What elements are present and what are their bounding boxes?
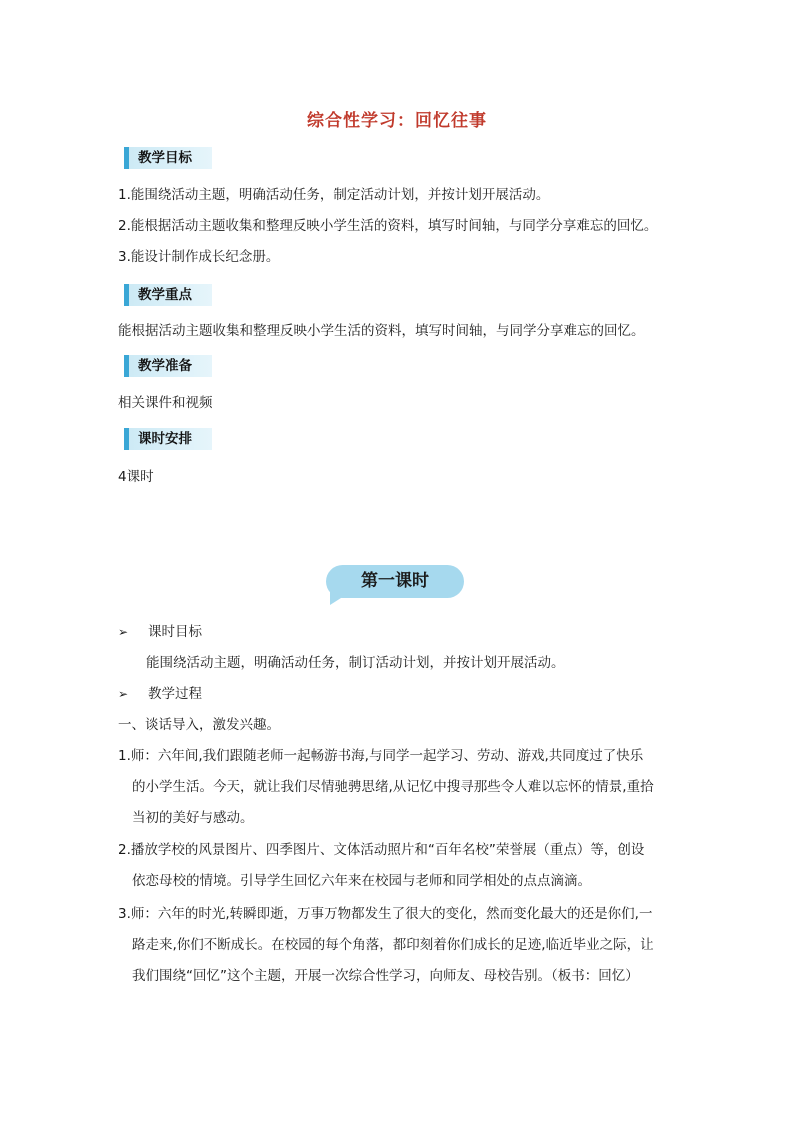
page-title: 综合性学习：回忆往事 — [307, 111, 487, 131]
key-points-text: 能根据活动主题收集和整理反映小学生活的资料，填写时间轴，与同学分享难忘的回忆。 — [118, 323, 645, 339]
preparation-text: 相关课件和视频 — [118, 395, 213, 411]
lesson-process-label: 教学过程 — [148, 686, 202, 702]
paragraph-3-line-1: 3.师：六年的时光,转瞬即逝，万事万物都发生了很大的变化，然而变化最大的还是你们,一 — [118, 906, 653, 922]
section-heading-key-points: 教学重点 — [124, 284, 212, 306]
paragraph-3-line-3: 我们围绕“回忆”这个主题，开展一次综合性学习，向师友、母校告别。（板书：回忆） — [132, 968, 639, 984]
paragraph-1-line-1: 1.师：六年间,我们跟随老师一起畅游书海,与同学一起学习、劳动、游戏,共同度过了快乐 — [118, 748, 644, 764]
arrow-bullet-icon: ➢ — [118, 625, 129, 639]
lesson-badge-label: 第一课时 — [326, 565, 464, 598]
section-heading-goals: 教学目标 — [124, 147, 212, 169]
paragraph-1-line-2: 的小学生活。今天，就让我们尽情驰骋思绪,从记忆中搜寻那些令人难以忘怀的情景,重拾 — [132, 779, 654, 795]
section-heading-preparation: 教学准备 — [124, 355, 212, 377]
goal-item-2: 2.能根据活动主题收集和整理反映小学生活的资料，填写时间轴，与同学分享难忘的回忆。 — [118, 218, 658, 234]
lesson-goal-text: 能围绕活动主题，明确活动任务，制订活动计划，并按计划开展活动。 — [146, 655, 565, 671]
step-heading: 一、谈话导入，激发兴趣。 — [118, 717, 280, 733]
arrow-bullet-icon: ➢ — [118, 687, 129, 701]
paragraph-2-line-2: 依恋母校的情境。引导学生回忆六年来在校园与老师和同学相处的点点滴滴。 — [132, 873, 591, 889]
paragraph-3-line-2: 路走来,你们不断成长。在校园的每个角落，都印刻着你们成长的足迹,临近毕业之际，让 — [132, 937, 654, 953]
lesson-badge — [326, 565, 466, 607]
paragraph-2-line-1: 2.播放学校的风景图片、四季图片、文体活动照片和“百年名校”荣誉展（重点）等，创设 — [118, 842, 645, 858]
schedule-text: 4课时 — [118, 469, 154, 485]
section-heading-schedule: 课时安排 — [124, 428, 212, 450]
lesson-goal-label: 课时目标 — [148, 624, 202, 640]
paragraph-1-line-3: 当初的美好与感动。 — [132, 810, 254, 826]
goal-item-3: 3.能设计制作成长纪念册。 — [118, 249, 280, 265]
goal-item-1: 1.能围绕活动主题，明确活动任务，制定活动计划，并按计划开展活动。 — [118, 187, 550, 203]
